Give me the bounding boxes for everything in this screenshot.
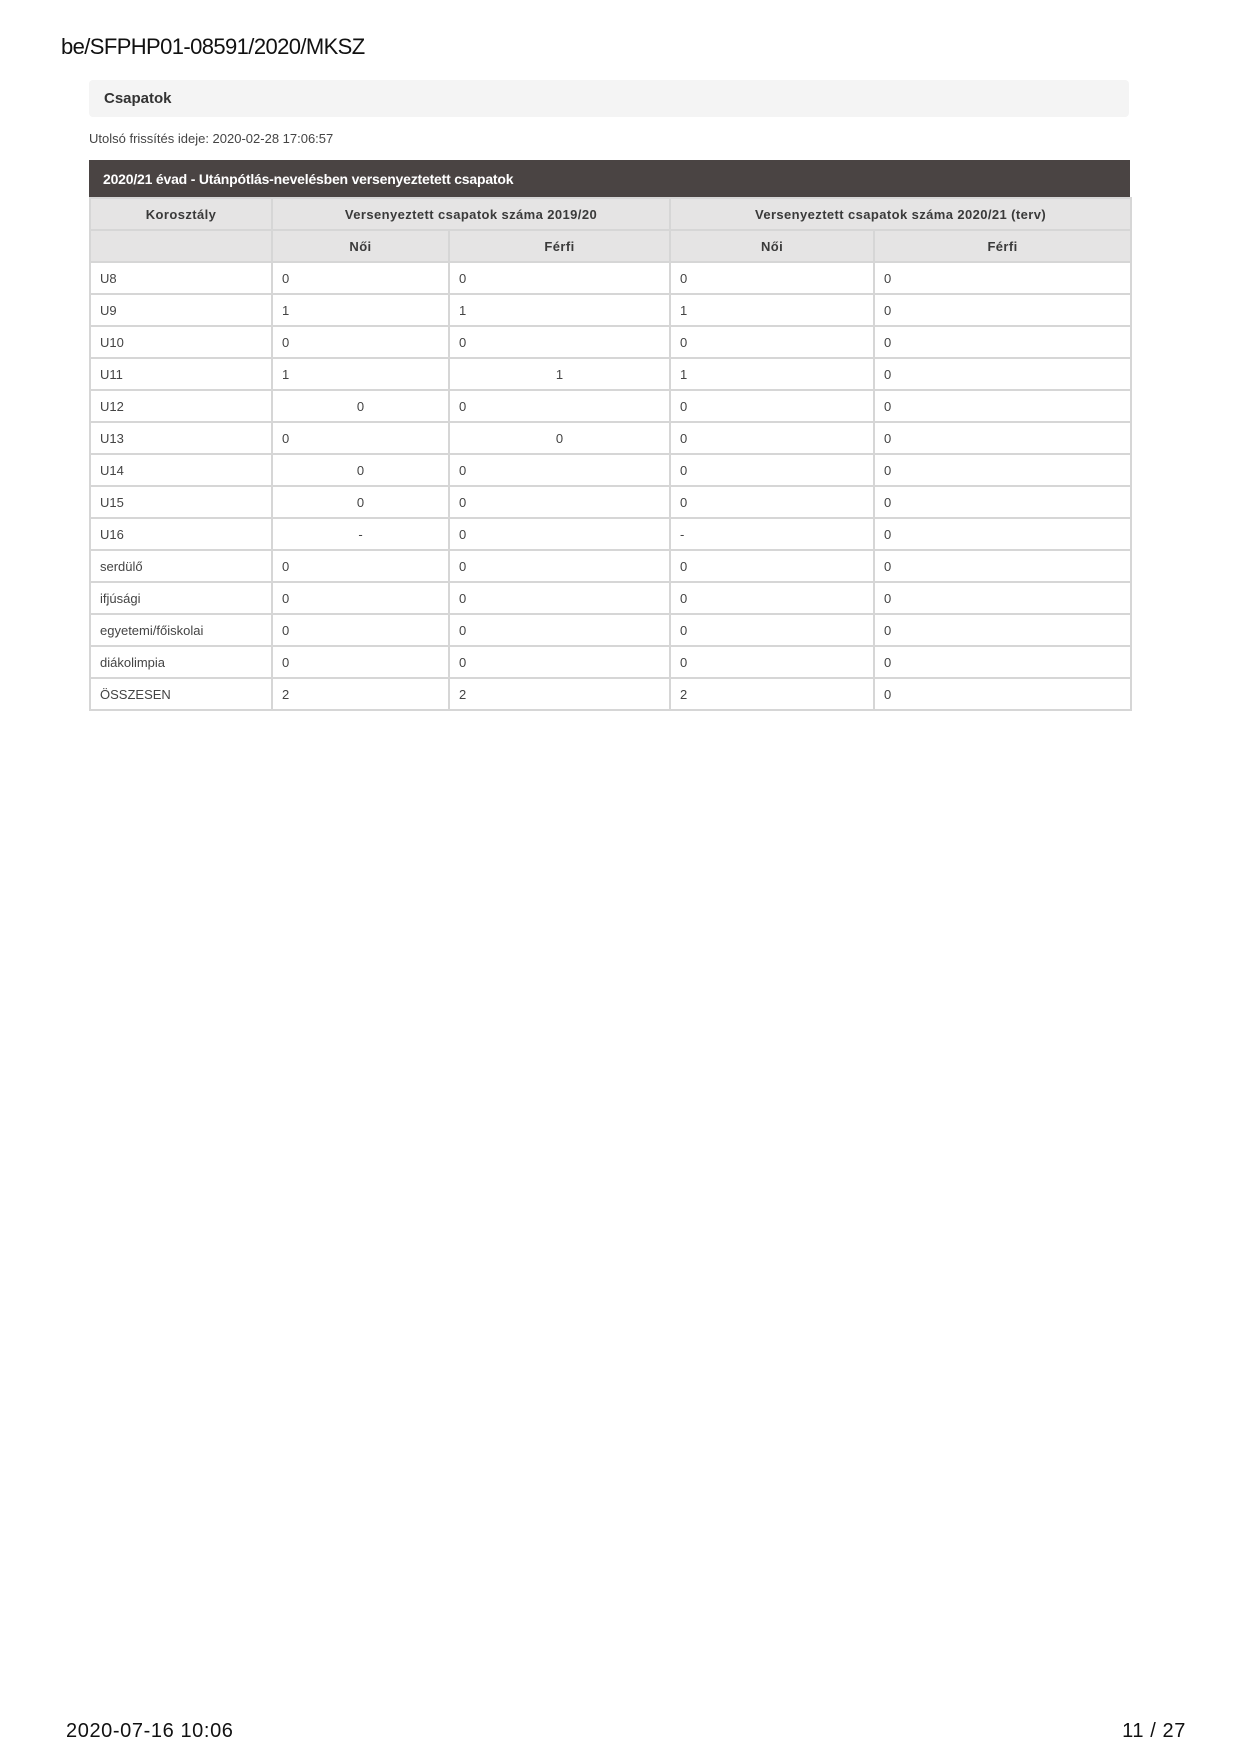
table-row	[90, 390, 1131, 422]
female-2019-cell: 0	[272, 486, 449, 518]
female-2019-cell: -	[272, 518, 449, 550]
male-2019-cell: 0	[449, 550, 670, 582]
female-2019-cell: 0	[272, 326, 449, 358]
female-2020-cell: 0	[670, 262, 874, 294]
table-row	[90, 582, 1131, 614]
female-2019-cell: 1	[272, 294, 449, 326]
female-2020-cell: 0	[670, 614, 874, 646]
teams-table	[89, 197, 1132, 711]
male-2019-cell: 1	[449, 294, 670, 326]
female-2019-cell: 0	[272, 390, 449, 422]
age-group-cell: U13	[90, 422, 272, 454]
female-2019-cell: 0	[272, 454, 449, 486]
document-id: be/SFPHP01-08591/2020/MKSZ	[61, 34, 365, 59]
age-group-cell: U9	[90, 294, 272, 326]
male-2020-cell: 0	[874, 262, 1131, 294]
male-2020-cell: 0	[874, 486, 1131, 518]
table-body	[90, 262, 1131, 710]
footer-page-number: 11 / 27	[1122, 1720, 1186, 1742]
footer-timestamp: 2020-07-16 10:06	[66, 1720, 234, 1742]
table-row	[90, 294, 1131, 326]
female-2019-cell: 0	[272, 646, 449, 678]
age-group-cell: diákolimpia	[90, 646, 272, 678]
male-2019-cell: 0	[449, 486, 670, 518]
male-2019-cell: 0	[449, 582, 670, 614]
female-2020-cell: 1	[670, 358, 874, 390]
male-2019-cell: 0	[449, 614, 670, 646]
empty-header-cell	[90, 230, 272, 262]
table-row	[90, 486, 1131, 518]
age-group-cell: U8	[90, 262, 272, 294]
table-row	[90, 422, 1131, 454]
female-2020-cell: 2	[670, 678, 874, 710]
male-2019-cell: 1	[449, 358, 670, 390]
female-2019-cell: 0	[272, 422, 449, 454]
header-row-1	[90, 198, 1131, 230]
age-group-cell: ifjúsági	[90, 582, 272, 614]
male-2019-header: Férfi	[449, 230, 670, 262]
age-group-cell: U16	[90, 518, 272, 550]
last-update-text: Utolsó frissítés ideje: 2020-02-28 17:06:57	[89, 131, 334, 146]
female-2019-cell: 1	[272, 358, 449, 390]
age-group-cell: U15	[90, 486, 272, 518]
male-2019-cell: 0	[449, 646, 670, 678]
table-row	[90, 646, 1131, 678]
female-2019-cell: 0	[272, 262, 449, 294]
male-2020-cell: 0	[874, 646, 1131, 678]
section-title: Csapatok	[104, 90, 172, 107]
male-2019-cell: 0	[449, 518, 670, 550]
female-2019-header: Női	[272, 230, 449, 262]
age-group-cell: U10	[90, 326, 272, 358]
male-2019-cell: 0	[449, 454, 670, 486]
male-2020-cell: 0	[874, 678, 1131, 710]
female-2020-cell: 1	[670, 294, 874, 326]
male-2019-cell: 0	[449, 422, 670, 454]
teams-table-container	[89, 160, 1130, 711]
table-row	[90, 326, 1131, 358]
female-2019-cell: 0	[272, 582, 449, 614]
male-2019-cell: 2	[449, 678, 670, 710]
table-row	[90, 614, 1131, 646]
age-group-cell: egyetemi/főiskolai	[90, 614, 272, 646]
male-2020-cell: 0	[874, 422, 1131, 454]
age-group-cell: ÖSSZESEN	[90, 678, 272, 710]
age-group-header: Korosztály	[90, 198, 272, 230]
table-row	[90, 454, 1131, 486]
season-2019-header: Versenyeztett csapatok száma 2019/20	[272, 198, 670, 230]
season-2020-header: Versenyeztett csapatok száma 2020/21 (terv)	[670, 198, 1131, 230]
table-row	[90, 678, 1131, 710]
male-2020-cell: 0	[874, 550, 1131, 582]
female-2020-cell: 0	[670, 582, 874, 614]
age-group-cell: serdülő	[90, 550, 272, 582]
female-2020-cell: 0	[670, 454, 874, 486]
age-group-cell: U11	[90, 358, 272, 390]
female-2020-cell: 0	[670, 486, 874, 518]
header-row-2	[90, 230, 1131, 262]
male-2020-cell: 0	[874, 358, 1131, 390]
section-header	[89, 80, 1129, 117]
male-2019-cell: 0	[449, 390, 670, 422]
male-2019-cell: 0	[449, 262, 670, 294]
male-2020-cell: 0	[874, 614, 1131, 646]
table-row	[90, 550, 1131, 582]
female-2020-cell: 0	[670, 550, 874, 582]
age-group-cell: U12	[90, 390, 272, 422]
female-2019-cell: 0	[272, 614, 449, 646]
female-2020-header: Női	[670, 230, 874, 262]
female-2020-cell: 0	[670, 326, 874, 358]
female-2019-cell: 2	[272, 678, 449, 710]
male-2020-cell: 0	[874, 294, 1131, 326]
age-group-cell: U14	[90, 454, 272, 486]
male-2019-cell: 0	[449, 326, 670, 358]
male-2020-cell: 0	[874, 582, 1131, 614]
female-2020-cell: 0	[670, 646, 874, 678]
male-2020-cell: 0	[874, 518, 1131, 550]
table-row	[90, 358, 1131, 390]
table-row	[90, 262, 1131, 294]
female-2019-cell: 0	[272, 550, 449, 582]
female-2020-cell: 0	[670, 422, 874, 454]
female-2020-cell: -	[670, 518, 874, 550]
table-row	[90, 518, 1131, 550]
male-2020-cell: 0	[874, 390, 1131, 422]
table-title: 2020/21 évad - Utánpótlás-nevelésben versenyeztetett csapatok	[89, 160, 1130, 197]
male-2020-header: Férfi	[874, 230, 1131, 262]
female-2020-cell: 0	[670, 390, 874, 422]
male-2020-cell: 0	[874, 454, 1131, 486]
male-2020-cell: 0	[874, 326, 1131, 358]
